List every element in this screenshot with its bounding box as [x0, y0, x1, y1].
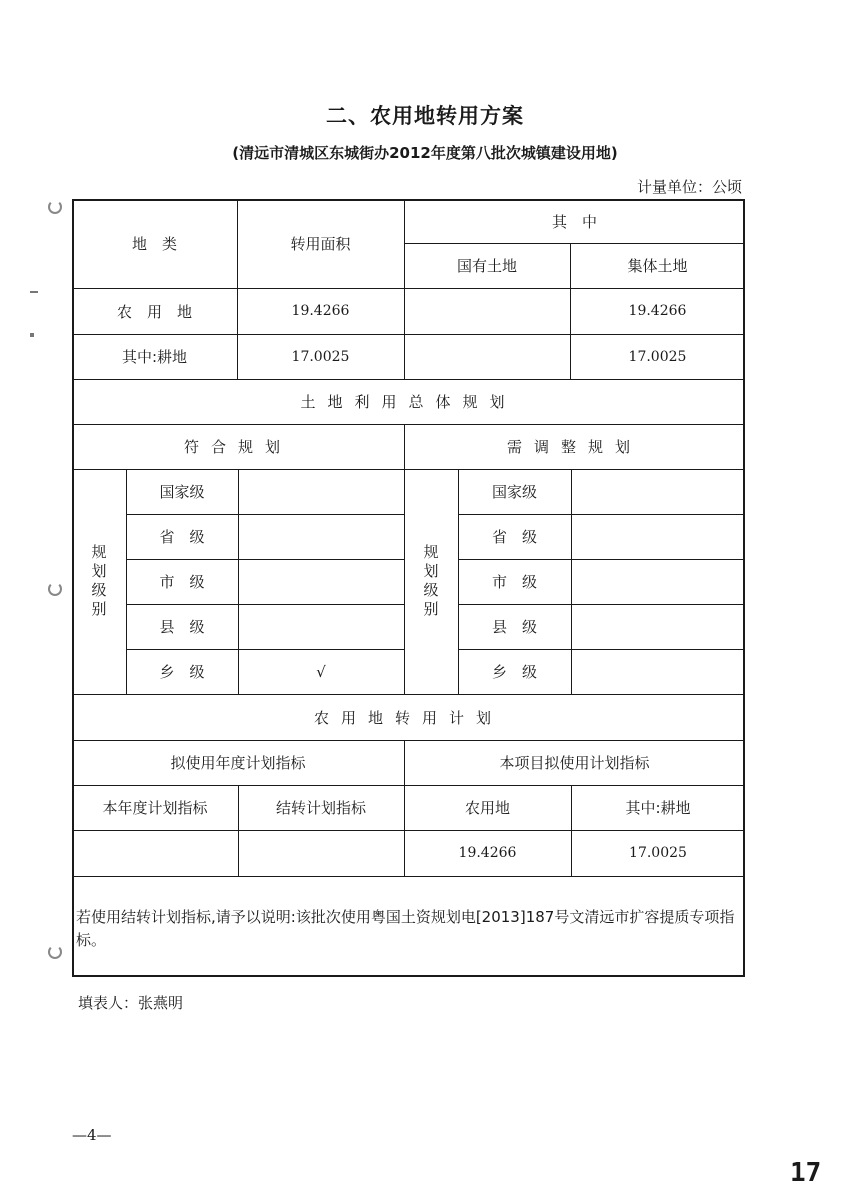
level-township: 乡 级 [491, 663, 537, 681]
binding-hole-mark [48, 200, 62, 214]
level-county: 县 级 [491, 618, 537, 636]
level-county: 县 级 [159, 618, 205, 636]
adjust-plan-heading: 需调整规划 [506, 438, 642, 456]
adjust-mark-city [571, 559, 745, 604]
level-national: 国家级 [491, 483, 537, 501]
this-year-index-heading: 本年度计划指标 [102, 799, 208, 817]
carry-over-index-heading: 结转计划指标 [275, 799, 366, 817]
cultivated-index-heading: 其中:耕地 [625, 799, 691, 817]
conform-mark-city [238, 559, 404, 604]
farmland-index-heading: 农用地 [464, 799, 510, 817]
level-provincial: 省 级 [491, 528, 537, 546]
form-filler: 填表人：张燕明 [78, 994, 184, 1012]
level-city: 市 级 [159, 573, 205, 591]
scan-mark [30, 291, 38, 293]
plan-section-heading: 土地利用总体规划 [300, 393, 517, 411]
adjust-mark-national [571, 469, 745, 514]
header-state-land: 国有土地 [456, 257, 517, 275]
conform-mark-provincial [238, 514, 404, 559]
annual-plan-heading: 拟使用年度计划指标 [170, 754, 306, 772]
binding-hole-mark [48, 945, 62, 959]
header-transfer-area: 转用面积 [290, 235, 351, 253]
farmland-index-value: 19.4266 [458, 845, 517, 861]
page-subtitle: (清远市清城区东城街办2012年度第八批次城镇建设用地) [232, 144, 618, 162]
plan-level-text: 规划级别 [89, 543, 108, 620]
carry-over-index-value [238, 830, 404, 876]
adjust-mark-county [571, 604, 745, 649]
adjust-mark-township [571, 649, 745, 694]
plan-level-label-right [404, 469, 458, 694]
plan-level-text: 规划级别 [421, 543, 440, 620]
farmland-collective: 19.4266 [628, 303, 687, 319]
project-plan-heading: 本项目拟使用计划指标 [499, 754, 650, 772]
cultivated-index-value: 17.0025 [629, 845, 687, 861]
level-provincial: 省 级 [159, 528, 205, 546]
scan-mark [30, 333, 34, 337]
cultivated-area: 17.0025 [291, 348, 350, 365]
binding-hole-mark [48, 582, 62, 596]
level-national: 国家级 [159, 483, 205, 501]
header-among: 其 中 [551, 212, 597, 231]
adjust-mark-provincial [571, 514, 745, 559]
conform-plan-heading: 符合规划 [183, 438, 292, 456]
header-land-type: 地 类 [131, 235, 177, 253]
conform-mark-national [238, 469, 404, 514]
row-label-farmland: 农 用 地 [116, 302, 192, 321]
cultivated-state [404, 334, 570, 379]
level-city: 市 级 [491, 573, 537, 591]
conform-mark-township: √ [316, 662, 326, 681]
transfer-plan-heading: 农用地转用计划 [313, 708, 503, 727]
conform-mark-county [238, 604, 404, 649]
header-collective-land: 集体土地 [627, 257, 688, 275]
cultivated-collective: 17.0025 [628, 348, 687, 365]
level-township: 乡 级 [159, 663, 205, 681]
this-year-index-value [72, 830, 238, 876]
corner-page-number: 17 [790, 1158, 822, 1188]
plan-level-label-left [72, 469, 126, 694]
page-title: 二、农用地转用方案 [326, 104, 524, 128]
table-rule [72, 876, 745, 877]
page-number: —4— [72, 1126, 112, 1144]
unit-label: 计量单位：公顷 [636, 178, 742, 196]
farmland-state [404, 288, 570, 334]
row-label-cultivated: 其中:耕地 [121, 348, 188, 366]
carry-over-explanation: 若使用结转计划指标,请予以说明:该批次使用粤国土资规划电[2013]187号文清远市扩容提质专项指标。 [76, 908, 735, 949]
farmland-area: 19.4266 [291, 303, 350, 319]
